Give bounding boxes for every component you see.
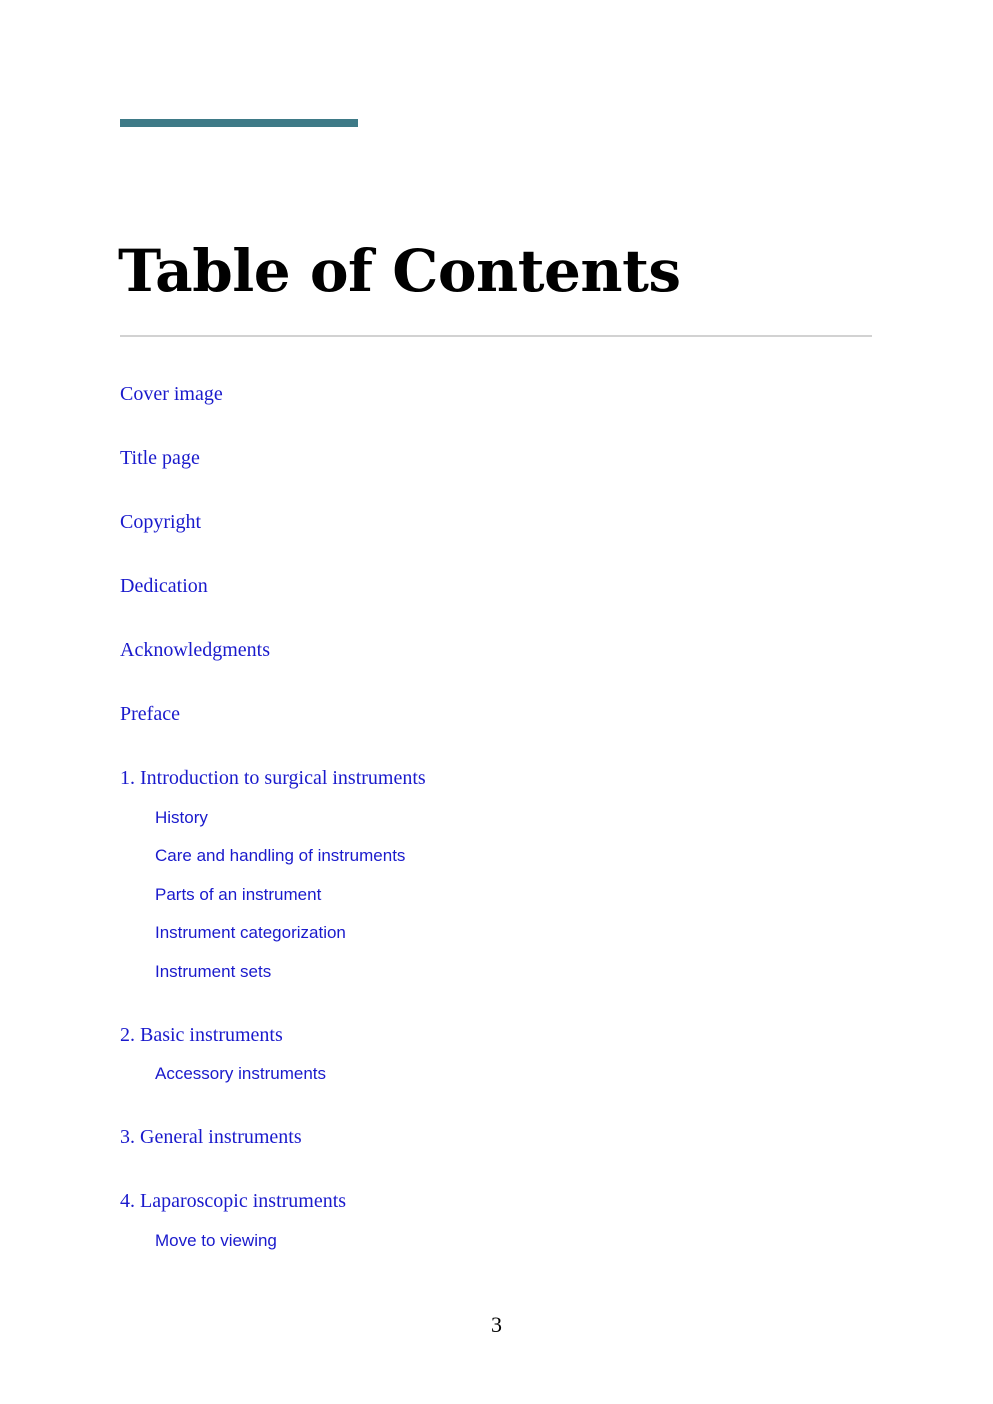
toc-link-instrument-categorization[interactable]: Instrument categorization <box>155 923 346 942</box>
toc-link-chapter-2[interactable]: 2. Basic instruments <box>120 1024 283 1046</box>
toc-link-chapter-1[interactable]: 1. Introduction to surgical instruments <box>120 767 426 789</box>
toc-link-accessory-instruments[interactable]: Accessory instruments <box>155 1064 326 1083</box>
toc-link-instrument-sets[interactable]: Instrument sets <box>155 962 272 981</box>
toc-link-history[interactable]: History <box>155 808 208 827</box>
toc-link-dedication[interactable]: Dedication <box>120 575 208 597</box>
toc-link-parts-of-instrument[interactable]: Parts of an instrument <box>155 885 322 904</box>
toc-link-move-to-viewing[interactable]: Move to viewing <box>155 1231 277 1250</box>
page-title: Table of Contents <box>118 237 681 305</box>
page-number: 3 <box>491 1312 502 1337</box>
toc-link-title-page[interactable]: Title page <box>120 447 200 469</box>
toc-link-acknowledgments[interactable]: Acknowledgments <box>120 639 270 661</box>
toc-link-copyright[interactable]: Copyright <box>120 511 202 533</box>
toc-link-preface[interactable]: Preface <box>120 703 180 725</box>
toc-link-chapter-4[interactable]: 4. Laparoscopic instruments <box>120 1190 347 1212</box>
toc-link-cover-image[interactable]: Cover image <box>120 383 223 405</box>
toc-link-chapter-3[interactable]: 3. General instruments <box>120 1126 302 1148</box>
toc-link-care-and-handling[interactable]: Care and handling of instruments <box>155 846 406 865</box>
